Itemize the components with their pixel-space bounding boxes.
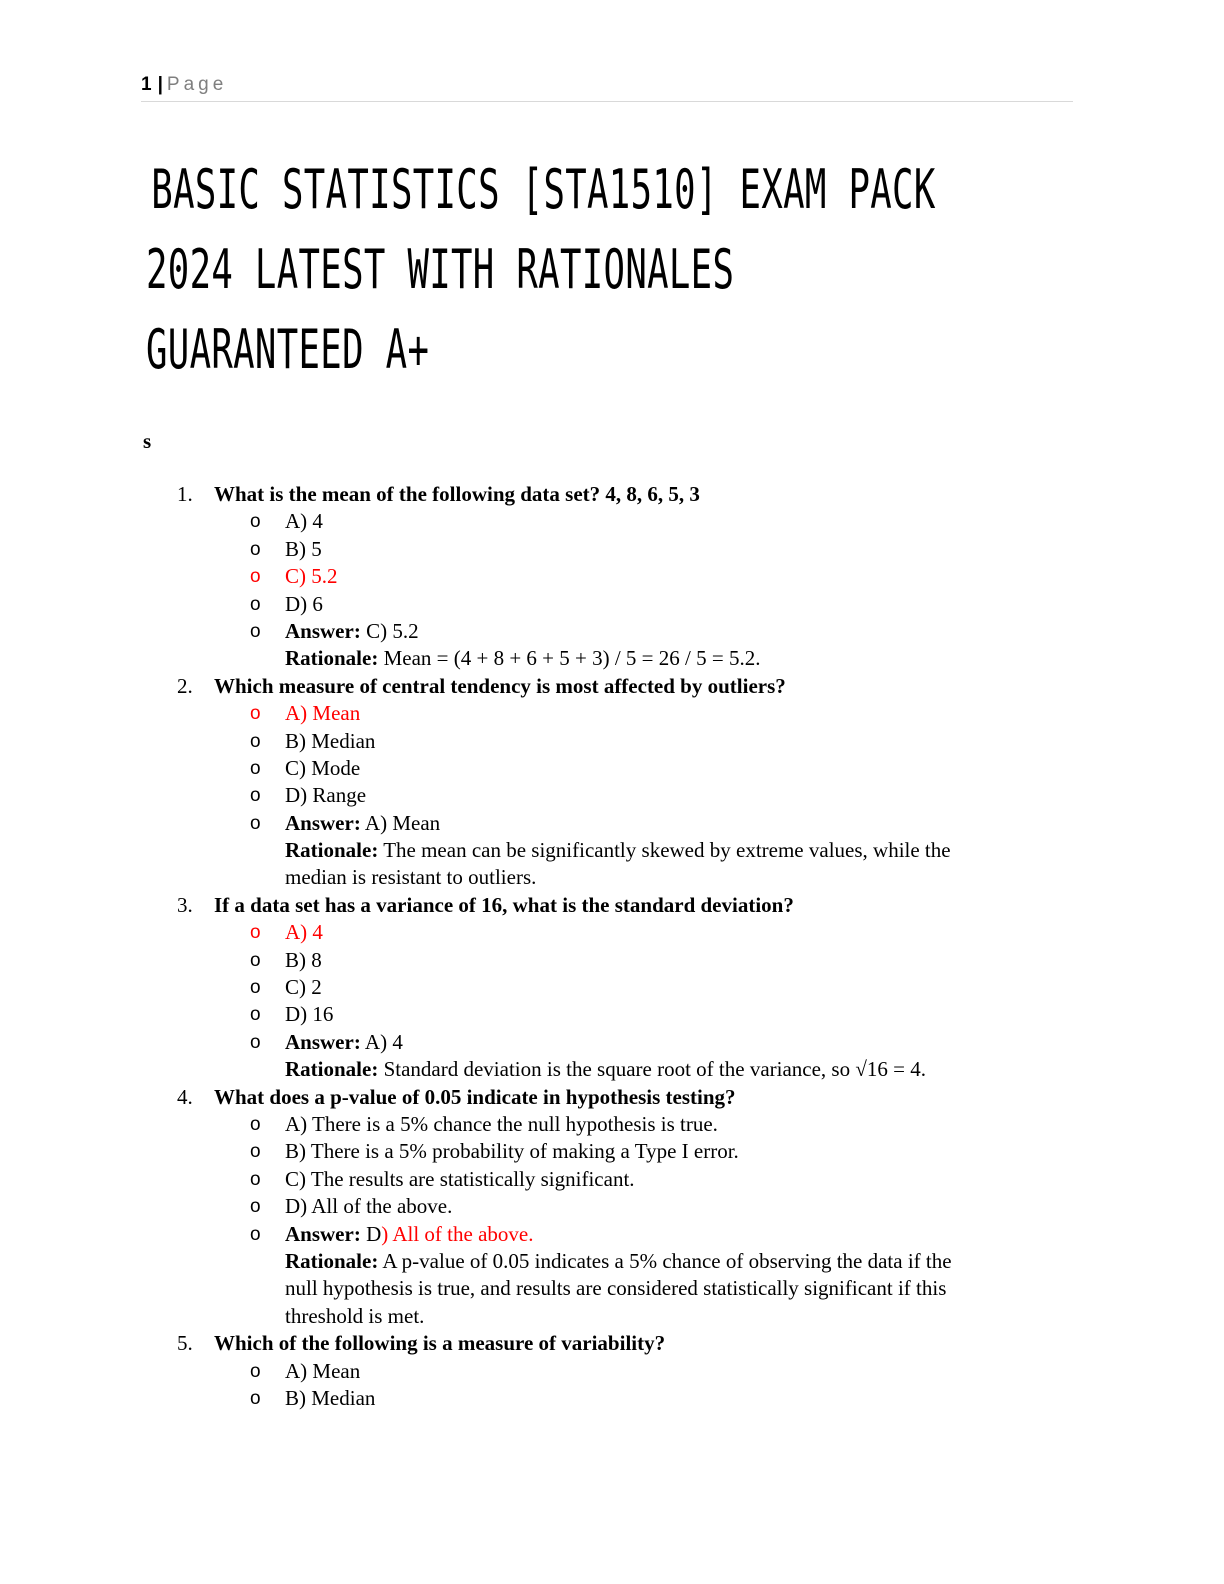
option-item: o C) 2	[0, 974, 1224, 1001]
bullet-icon: o	[250, 1168, 261, 1190]
bullet-icon: o	[250, 977, 261, 999]
question-text: Which of the following is a measure of variability?	[214, 1331, 666, 1356]
option-item: o A) 4	[0, 508, 1224, 535]
bullet-icon: o	[250, 538, 261, 560]
bullet-icon: o	[250, 1004, 261, 1026]
question-1	[0, 481, 1224, 508]
document-title	[146, 150, 936, 390]
bullet-icon: o	[250, 1031, 261, 1053]
page-word: Page	[166, 74, 228, 95]
question-list	[0, 481, 1224, 1412]
rationale-line: null hypothesis is true, and results are considered statistically significant if this	[285, 1276, 947, 1301]
bullet-icon: o	[250, 1113, 261, 1135]
option-item: o D) All of the above.	[0, 1193, 1224, 1220]
option-item: o B) Median	[0, 728, 1224, 755]
answer-line: o Answer: D) All of the above.	[0, 1221, 1224, 1248]
bullet-icon: o	[250, 1223, 261, 1245]
option-item: o C) The results are statistically significant.	[0, 1166, 1224, 1193]
option-item-correct: o C) 5.2	[0, 563, 1224, 590]
bullet-icon: o	[250, 593, 261, 615]
question-text: What is the mean of the following data set? 4, 8, 6, 5, 3	[214, 482, 700, 506]
rationale-line: Rationale: The mean can be significantly skewed by extreme values, while the	[285, 838, 951, 863]
option-item: o A) There is a 5% chance the null hypothesis is true.	[0, 1111, 1224, 1138]
bullet-icon: o	[250, 703, 261, 725]
rationale-line: median is resistant to outliers.	[285, 865, 537, 890]
question-number: 2.	[177, 673, 193, 698]
bullet-icon: o	[250, 730, 261, 752]
bullet-icon: o	[250, 812, 261, 834]
answer-line: o Answer: A) Mean	[0, 810, 1224, 837]
option-item: o A) Mean	[0, 1358, 1224, 1385]
title-line-1: BASIC STATISTICS [STA1510] EXAM PACK	[151, 158, 936, 221]
option-item-correct: o A) 4	[0, 919, 1224, 946]
bullet-icon: o	[250, 757, 261, 779]
answer-line: o Answer: A) 4	[0, 1029, 1224, 1056]
question-number: 5.	[177, 1331, 193, 1356]
option-item: o B) Median	[0, 1385, 1224, 1412]
bullet-icon: o	[250, 785, 261, 807]
title-line-2: 2024 LATEST WITH RATIONALES	[146, 238, 735, 301]
option-item: o D) 16	[0, 1001, 1224, 1028]
rationale-line: Rationale: Standard deviation is the square root of the variance, so √16 = 4.	[285, 1057, 926, 1082]
bullet-icon: o	[250, 949, 261, 971]
question-5	[0, 1330, 1224, 1357]
option-item: o B) 5	[0, 536, 1224, 563]
option-item: o C) Mode	[0, 755, 1224, 782]
option-item: o D) 6	[0, 591, 1224, 618]
question-text: Which measure of central tendency is most affected by outliers?	[214, 673, 786, 698]
rationale-line: threshold is met.	[285, 1303, 425, 1328]
bullet-icon: o	[250, 620, 261, 642]
stray-text: s	[143, 429, 152, 453]
question-2	[0, 673, 1224, 700]
page-header	[141, 70, 1073, 102]
bullet-icon: o	[250, 511, 261, 533]
question-4	[0, 1084, 1224, 1111]
title-line-3: GUARANTEED A+	[146, 318, 430, 381]
question-number: 4.	[177, 1084, 193, 1109]
bullet-icon: o	[250, 922, 261, 944]
page-number: 1	[141, 74, 152, 95]
bullet-icon: o	[250, 1387, 261, 1409]
question-3	[0, 892, 1224, 919]
option-item: o B) There is a 5% probability of making a Type I error.	[0, 1138, 1224, 1165]
question-number: 3.	[177, 892, 193, 917]
page-separator: |	[157, 74, 163, 95]
bullet-icon: o	[250, 1360, 261, 1382]
bullet-icon: o	[250, 566, 261, 588]
option-item: o D) Range	[0, 782, 1224, 809]
option-item: o B) 8	[0, 947, 1224, 974]
question-number: 1.	[177, 482, 193, 506]
question-text: What does a p-value of 0.05 indicate in hypothesis testing?	[214, 1084, 736, 1109]
question-text: If a data set has a variance of 16, what is the standard deviation?	[214, 892, 794, 917]
bullet-icon: o	[250, 1141, 261, 1163]
bullet-icon: o	[250, 1196, 261, 1218]
answer-line: o Answer: C) 5.2	[0, 618, 1224, 645]
rationale-line: Rationale: A p-value of 0.05 indicates a 5% chance of observing the data if the	[285, 1248, 952, 1273]
option-item-correct: o A) Mean	[0, 700, 1224, 727]
rationale-line: Rationale: Mean = (4 + 8 + 6 + 5 + 3) / 5 = 26 / 5 = 5.2.	[285, 646, 761, 671]
